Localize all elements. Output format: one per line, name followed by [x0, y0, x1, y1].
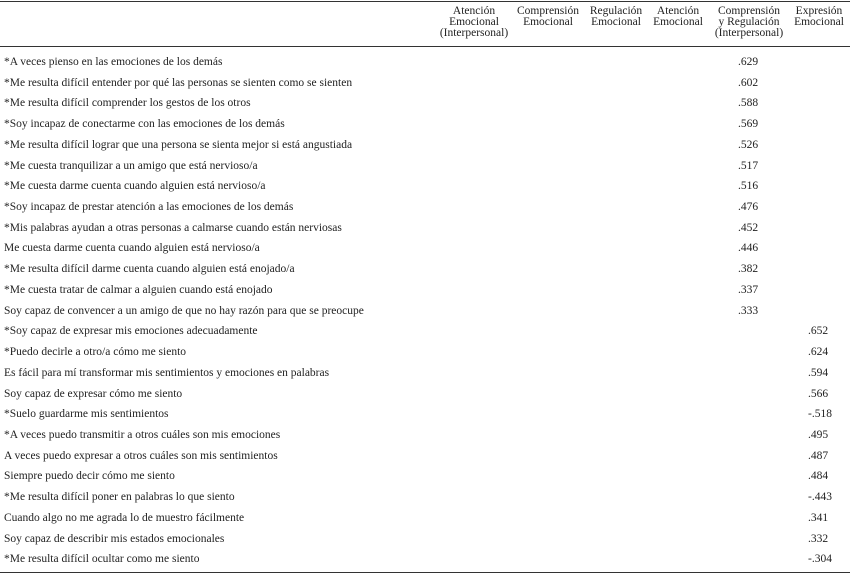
table-row [0, 405, 850, 426]
row-loading-value: .337 [738, 283, 759, 296]
row-loading-value: .332 [808, 532, 829, 545]
table-row [0, 115, 850, 136]
table-row [0, 343, 850, 364]
table-row [0, 385, 850, 406]
row-loading-value: -.518 [808, 408, 832, 421]
table-row [0, 447, 850, 468]
row-item-text: *Suelo guardarme mis sentimientos [4, 408, 169, 421]
header-comprension-regulacion: Comprensión y Regulación (Interpersonal) [714, 5, 784, 39]
row-item-text: *Me cuesta tranquilizar a un amigo que está nervioso/a [4, 159, 258, 172]
row-item-text: Soy capaz de expresar cómo me siento [4, 387, 183, 400]
table-row [0, 136, 850, 157]
table-row [0, 260, 850, 281]
row-loading-value: .446 [738, 242, 759, 255]
row-item-text: *Me resulta difícil entender por qué las personas se sienten como se sienten [4, 76, 353, 89]
row-loading-value: .594 [808, 366, 829, 379]
row-loading-value: .487 [808, 449, 829, 462]
row-item-text: *A veces pienso en las emociones de los demás [4, 56, 223, 68]
row-loading-value: .476 [738, 201, 759, 214]
row-item-text: *A veces puedo transmitir a otros cuáles son mis emociones [4, 428, 281, 441]
table-row [0, 467, 850, 488]
row-loading-value: .382 [738, 263, 759, 276]
row-loading-value: -.443 [808, 491, 832, 504]
row-loading-value: .484 [808, 470, 829, 483]
row-item-text: Soy capaz de convencer a un amigo de que no hay razón para que se preocupe [4, 304, 364, 317]
table-row [0, 94, 850, 115]
row-loading-value: .652 [808, 325, 829, 338]
table-row [0, 322, 850, 343]
header-atencion-interpersonal: Atención Emocional (Interpersonal) [439, 5, 509, 39]
table-row [0, 509, 850, 530]
row-item-text: Es fácil para mí transformar mis sentimientos y emociones en palabras [4, 366, 330, 379]
table-row [0, 198, 850, 219]
row-item-text: *Me cuesta darme cuenta cuando alguien está nervioso/a [4, 180, 266, 193]
row-item-text: *Me resulta difícil lograr que una persona se sienta mejor si está angustiada [4, 138, 353, 151]
row-loading-value: .629 [738, 56, 759, 68]
table-row [0, 364, 850, 385]
row-item-text: A veces puedo expresar a otros cuáles son mis sentimientos [4, 449, 278, 462]
row-loading-value: .588 [738, 97, 759, 110]
row-item-text: Me cuesta darme cuenta cuando alguien está nervioso/a [4, 242, 260, 255]
row-item-text: *Soy incapaz de prestar atención a las emociones de los demás [4, 201, 294, 214]
row-item-text: *Puedo decirle a otro/a cómo me siento [4, 346, 187, 359]
table-row [0, 74, 850, 95]
header-expresion-emocional: Expresión Emocional [794, 5, 844, 28]
table-row [0, 488, 850, 509]
row-item-text: Cuando algo no me agrada lo de muestro fácilmente [4, 511, 245, 524]
row-loading-value: .526 [738, 138, 759, 151]
row-item-text: *Me resulta difícil comprender los gestos de los otros [4, 97, 251, 110]
row-loading-value: .566 [808, 387, 829, 400]
row-loading-value: .333 [738, 304, 759, 317]
table-row [0, 219, 850, 240]
table-row [0, 157, 850, 178]
table-top-rule [0, 1, 850, 2]
table-row [0, 530, 850, 551]
table-row [0, 53, 850, 74]
row-loading-value: .341 [808, 511, 829, 524]
table-row [0, 177, 850, 198]
row-item-text: Soy capaz de describir mis estados emocionales [4, 532, 225, 545]
header-atencion-emocional: Atención Emocional [653, 5, 703, 28]
header-comprension-emocional: Comprensión Emocional [517, 5, 579, 28]
row-item-text: *Soy capaz de expresar mis emociones adecuadamente [4, 325, 258, 338]
row-item-text: *Mis palabras ayudan a otras personas a calmarse cuando están nerviosas [4, 221, 342, 234]
row-item-text: *Soy incapaz de conectarme con las emociones de los demás [4, 118, 285, 131]
row-item-text: *Me resulta difícil ocultar como me siento [4, 553, 200, 566]
header-rule [0, 46, 850, 47]
table-row [0, 550, 850, 571]
row-loading-value: .516 [738, 180, 759, 193]
row-item-text: *Me resulta difícil poner en palabras lo que siento [4, 491, 235, 504]
row-loading-value: .452 [738, 221, 759, 234]
row-loading-value: .517 [738, 159, 759, 172]
header-regulacion-emocional: Regulación Emocional [589, 5, 643, 28]
row-loading-value: .495 [808, 428, 829, 441]
table-bottom-rule [0, 572, 850, 573]
table-row [0, 281, 850, 302]
row-item-text: *Me resulta difícil darme cuenta cuando alguien está enojado/a [4, 263, 295, 276]
table-row [0, 239, 850, 260]
row-loading-value: .624 [808, 346, 829, 359]
row-loading-value: -.304 [808, 553, 832, 566]
table-row [0, 426, 850, 447]
row-item-text: Siempre puedo decir cómo me siento [4, 470, 175, 483]
table-row [0, 302, 850, 323]
row-loading-value: .602 [738, 76, 759, 89]
row-loading-value: .569 [738, 118, 759, 131]
row-item-text: *Me cuesta tratar de calmar a alguien cuando está enojado [4, 283, 273, 296]
